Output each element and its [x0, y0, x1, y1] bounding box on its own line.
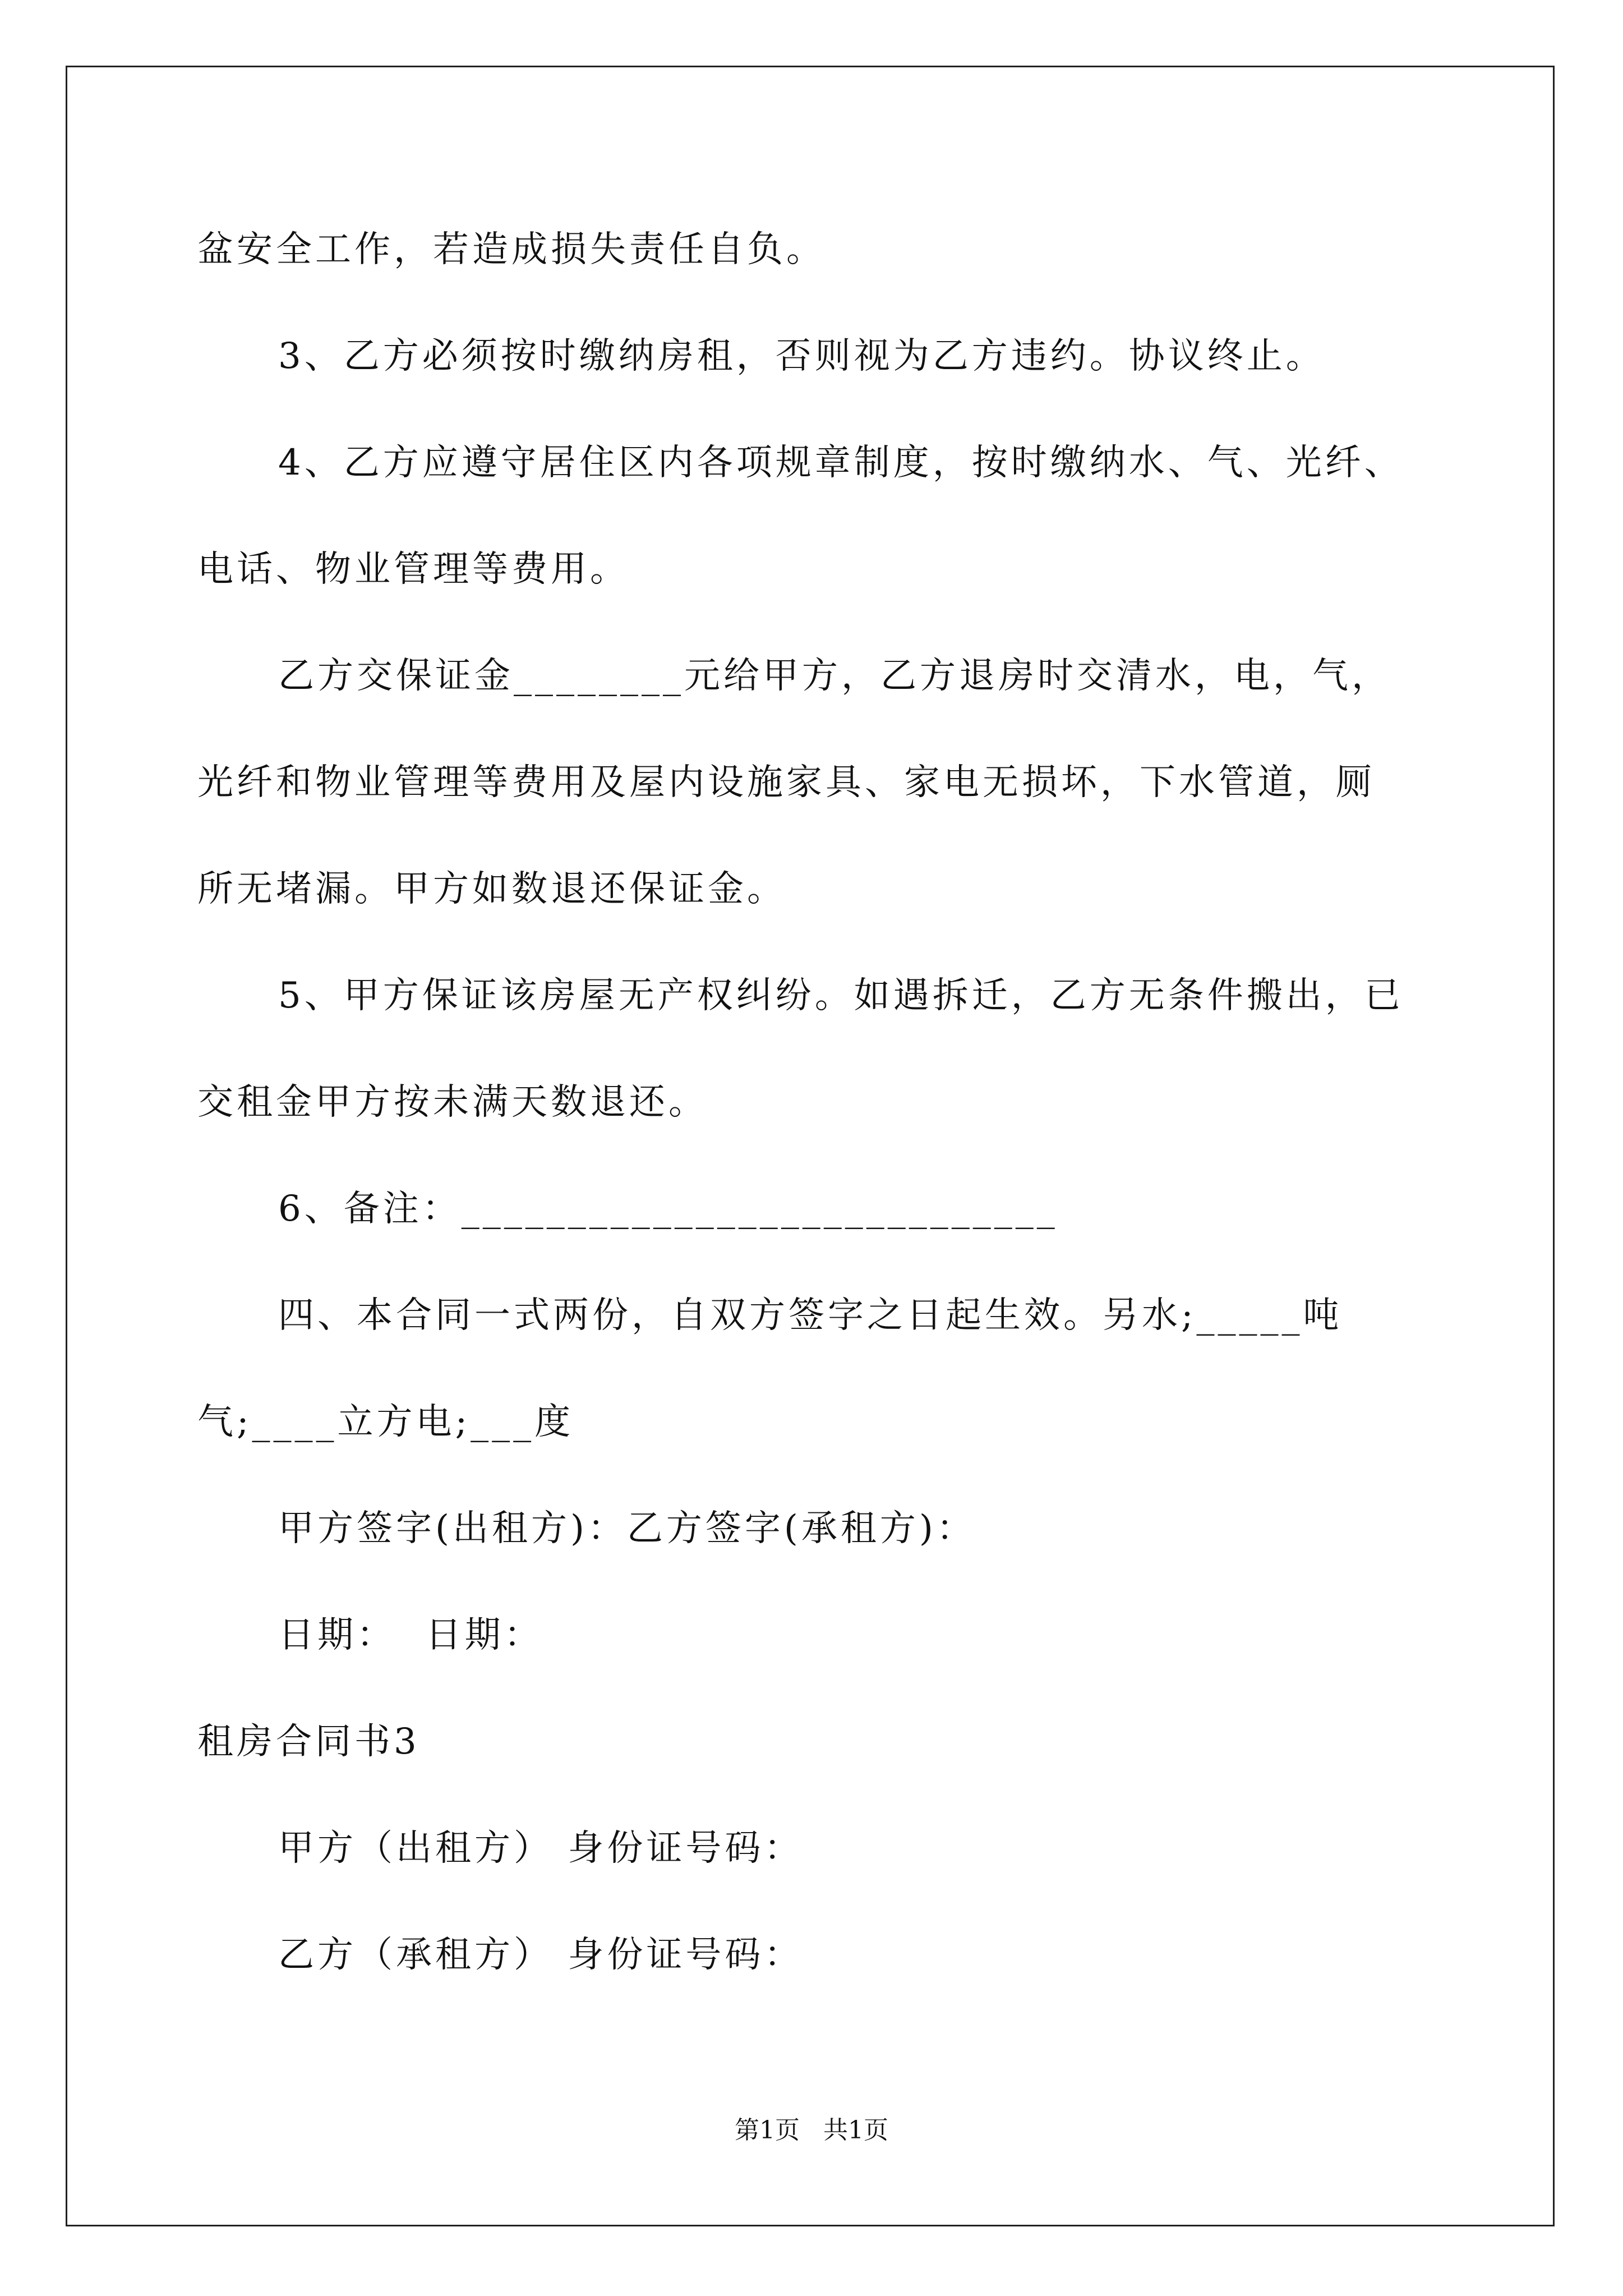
paragraph-line: 3、乙方必须按时缴纳房租，否则视为乙方违约。协议终止。 [278, 335, 1325, 377]
paragraph-line: 乙方交保证金________元给甲方，乙方退房时交清水，电，气， [278, 655, 1391, 697]
paragraph-line: 交租金甲方按未满天数退还。 [197, 1082, 708, 1123]
page-frame [66, 66, 1555, 2226]
paragraph-line: 四、本合同一式两份，自双方签字之日起生效。另水;_____吨 [278, 1295, 1343, 1336]
paragraph-line: 5、甲方保证该房屋无产权纠纷。如遇拆迁，乙方无条件搬出，已 [278, 975, 1404, 1016]
section-title: 租房合同书3 [197, 1721, 420, 1763]
paragraph-line: 气;____立方电;___度 [197, 1401, 574, 1443]
paragraph-line: 甲方（出租方） 身份证号码： [278, 1828, 804, 1869]
paragraph-line: 甲方签字(出租方)：乙方签字(承租方)： [278, 1508, 976, 1549]
page-footer: 第1页 共1页 [735, 2116, 888, 2145]
paragraph-line: 日期： 日期： [278, 1614, 543, 1656]
paragraph-line: 所无堵漏。甲方如数退还保证金。 [197, 868, 786, 910]
paragraph-line: 6、备注：____________________________ [278, 1188, 1058, 1230]
paragraph-line: 电话、物业管理等费用。 [197, 549, 629, 590]
paragraph-line: 盆安全工作，若造成损失责任自负。 [197, 229, 826, 270]
paragraph-line: 乙方（承租方） 身份证号码： [278, 1934, 804, 1976]
paragraph-line: 光纤和物业管理等费用及屋内设施家具、家电无损坏，下水管道，厕 [197, 762, 1375, 803]
paragraph-line: 4、乙方应遵守居住区内各项规章制度，按时缴纳水、气、光纤、 [278, 442, 1404, 484]
